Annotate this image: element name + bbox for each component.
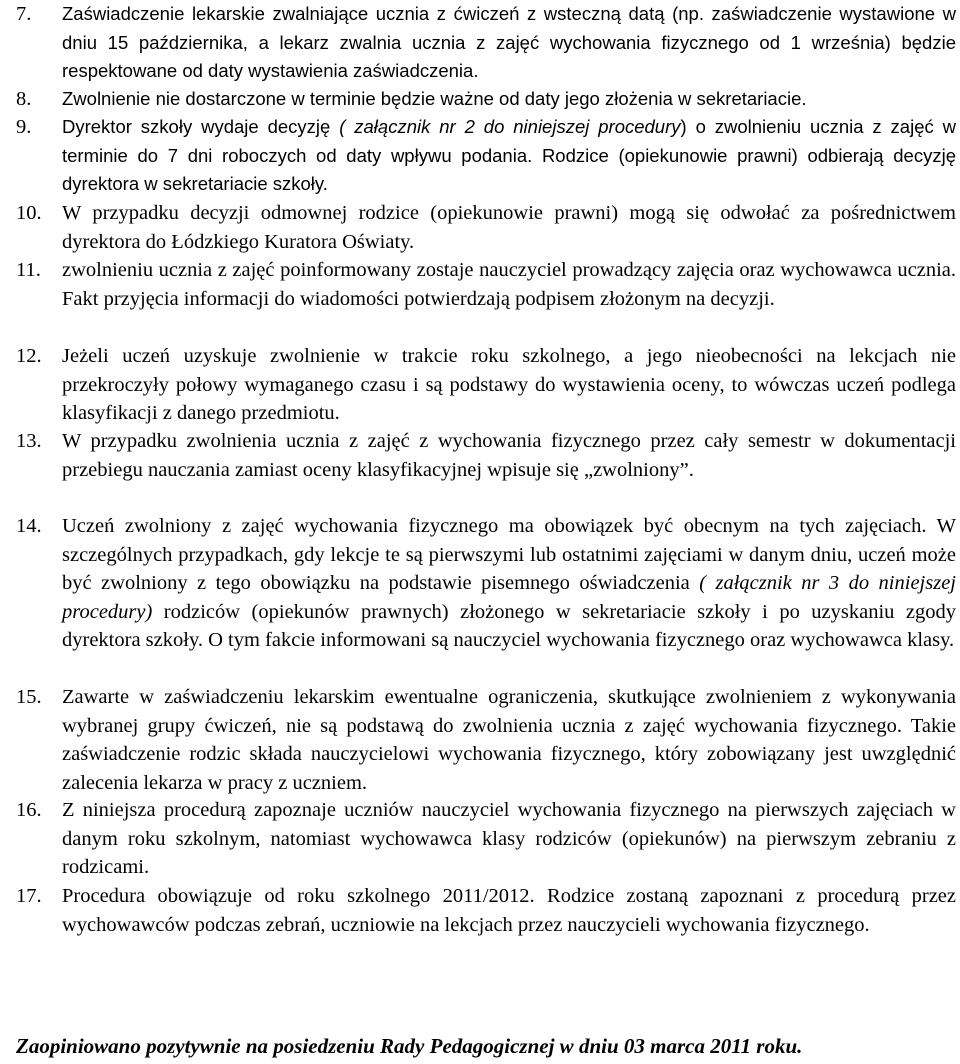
item-number: 8. [16, 88, 32, 110]
text-segment: ( załącznik nr 2 do niniejszej procedury [339, 116, 681, 137]
item-number: 12. [16, 345, 42, 367]
text-segment: W przypadku decyzji odmownej rodzice (opiekunowie prawni) mogą się odwołać za pośrednictwem dyrektora do Łódzkiego Kuratora Oświaty. [62, 202, 956, 253]
item-number: 17. [16, 885, 42, 907]
item-number: 14. [16, 515, 42, 537]
item-text [62, 256, 956, 313]
item-number: 16. [16, 799, 42, 821]
text-segment: Procedura obowiązuje od roku szkolnego 2011/2012. Rodzice zostaną zapoznani z procedurą przez wychowawców podczas zebrań, uczniowie na lekcjach przez nauczycieli wychowania fizycznego. [62, 885, 956, 936]
list-item [16, 512, 956, 655]
list-item [16, 256, 956, 313]
list-item [16, 683, 956, 797]
list-item [16, 342, 956, 428]
approval-footer: Zaopiniowano pozytywnie na posiedzeniu Rady Pedagogicznej w dniu 03 marca 2011 roku. [16, 1034, 803, 1058]
text-segment: zwolnieniu ucznia z zajęć poinformowany zostaje nauczyciel prowadzący zajęcia oraz wychowawca ucznia. Fakt przyjęcia informacji do wiadomości potwierdzają podpisem złożonym na decyzji. [62, 259, 956, 310]
item-text [62, 199, 956, 256]
text-segment: ) o zwolnieniu ucznia z zajęć w terminie do 7 dni roboczych od daty wpływu podania. Rodzice (opiekunowie prawni) odbierają decyzję dyrektora w sekretariacie szkoły. [62, 116, 957, 195]
list-item [16, 85, 956, 114]
text-segment: ( załącznik nr 3 do niniejszej procedury) [62, 572, 956, 623]
item-text [62, 683, 956, 797]
text-segment: Z niniejsza procedurą zapoznaje uczniów nauczyciel wychowania fizycznego na pierwszych zajęciach w danym roku szkolnym, natomiast wychowawca klasy rodziców (opiekunów) na pierwszym zebraniu z rodzicami. [62, 799, 956, 879]
list-item [16, 427, 956, 484]
text-segment: rodziców (opiekunów prawnych) złożonego w sekretariacie szkoły i po uzyskaniu zgody dyrektora szkoły. O tym fakcie informowani są nauczyciel wychowania fizycznego oraz wychowawca klasy. [62, 600, 956, 652]
item-number: 9. [16, 116, 32, 138]
list-item [16, 882, 956, 939]
text-segment: Jeżeli uczeń uzyskuje zwolnienie w trakcie roku szkolnego, a jego nieobecności na lekcjach nie przekroczyły połowy wymaganego czasu i są podstawy do wystawienia oceny, to wówczas uczeń podlega klasyfikacji z danego przedmiotu. [62, 345, 956, 425]
item-number: 10. [16, 202, 42, 224]
item-text [62, 342, 956, 428]
item-text [62, 113, 956, 199]
list-item [16, 199, 956, 256]
list-item [16, 796, 956, 882]
item-number: 13. [16, 430, 42, 452]
item-number: 15. [16, 686, 42, 708]
text-segment: Dyrektor szkoły wydaje decyzję [62, 116, 340, 137]
item-text [62, 512, 956, 655]
item-text [62, 796, 956, 882]
item-number: 7. [16, 3, 32, 25]
text-segment: Zawarte w zaświadczeniu lekarskim ewentualne ograniczenia, skutkujące zwolnieniem z wykonywania wybranej grupy ćwiczeń, nie są podstawą do zwolnienia ucznia z zajęć wychowania fizycznego. Takie zaświadczenie rodzic składa nauczycielowi wychowania fizycznego, który zobowiązany jest uwzględnić zalecenia lekarza w pracy z uczniem. [62, 686, 956, 794]
item-text [62, 427, 956, 484]
item-text [62, 0, 956, 86]
text-segment: Uczeń zwolniony z zajęć wychowania fizycznego ma obowiązek być obecnym na tych zajęciach. W szczególnych przypadkach, gdy lekcje te są pierwszymi lub ostatnimi zajęciami w danym dniu, uczeń może być zwolniony z tego obowiązku na podstawie pisemnego oświadczenia [62, 515, 956, 595]
text-segment: W przypadku zwolnienia ucznia z zajęć z wychowania fizycznego przez cały semestr w dokumentacji przebiegu nauczania zamiast oceny klasyfikacyjnej wpisuje się „zwolniony”. [62, 430, 956, 481]
item-text [62, 85, 956, 114]
item-number: 11. [16, 259, 41, 281]
item-text [62, 882, 956, 939]
list-item [16, 0, 956, 86]
list-item [16, 113, 956, 199]
text-segment: Zwolnienie nie dostarczone w terminie będzie ważne od daty jego złożenia w sekretariacie. [62, 88, 807, 109]
text-segment: Zaświadczenie lekarskie zwalniające ucznia z ćwiczeń z wsteczną datą (np. zaświadczenie wystawione w dniu 15 października, a lekarz zwalnia ucznia z zajęć wychowania fizycznego od 1 września) będzie respektowane od daty wystawienia zaświadczenia. [62, 3, 956, 82]
